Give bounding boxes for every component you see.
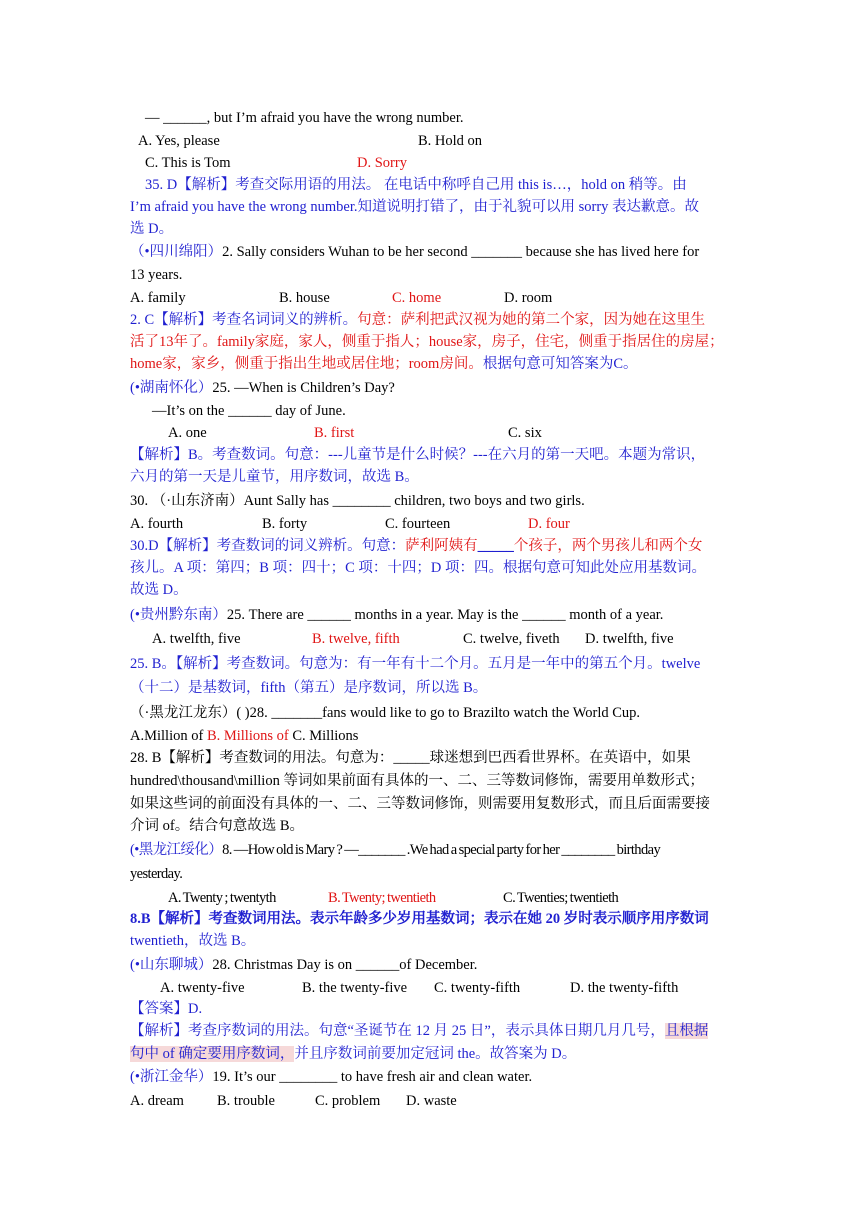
q25a-analysis-line1: 【解析】B。考查数词。句意：---儿童节是什么时候？---在六月的第一天吧。本题为常识， [130,447,706,463]
q30-option-b: B. forty [262,516,308,532]
q8-analysis-line1 [130,908,733,930]
q35-option-d-answer: D. Sorry [357,155,407,171]
q25b-option-b-answer: B. twelve, fifth [312,631,400,647]
q19-option-a: A. dream [130,1093,184,1109]
q30-analysis-red2: 个孩子，两个男孩儿和两个女 [513,538,703,554]
q30-analysis-blank: _____ [477,538,514,554]
q30-stem: 30. （·山东济南）Aunt Sally has ________ children, two boys and two girls. [130,493,585,509]
q28b-analysis-text2: 并且序数词前要加定冠词 the。故答案为 D。 [294,1046,577,1062]
q8-stem2: yesterday. [130,866,183,882]
q8-stem-line [130,839,733,861]
q8-source: (•黑龙江绥化） [130,842,223,858]
q8-analysis-text: 8.B【解析】考查数词用法。表示年龄多少岁用基数词；表示在她 20 岁时表示顺序用序数词 [130,911,709,927]
q2-stem2: 13 years. [130,267,183,283]
q35-analysis-line2: I’m afraid you have the wrong number.知道说明打错了，由于礼貌可以用 sorry 表达歉意。故 [130,199,700,215]
q28a-option-c: C. Millions [292,728,359,744]
q25b-option-c: C. twelve, fiveth [463,631,560,647]
q2-analysis-line3 [130,353,733,375]
q25b-source: (•贵州黔东南） [130,607,227,623]
q28b-option-b: B. the twenty-five [302,980,408,996]
q35-option-a: A. Yes, please [138,133,220,149]
q30-analysis-red: 萨利阿姨有 [405,538,478,554]
q35-stem: — ______, but I’m afraid you have the wrong number. [145,110,464,126]
q8-option-a: A. Twenty ; twentyth [168,890,276,906]
q25b-analysis-line2: （十二）是基数词，fifth（第五）是序数词，所以选 B。 [130,680,488,696]
q25a-option-a: A. one [168,425,207,441]
q2-analysis-line1 [130,309,733,331]
q25a-option-b-answer: B. first [314,425,355,441]
q28a-stem: （·黑龙江龙东）( )28. _______fans would like to go to Brazilto watch the World Cup. [130,705,641,721]
q19-stem: 19. It’s our ________ to have fresh air and clean water. [212,1069,533,1085]
q30-analysis-line3: 故选 D。 [130,582,188,598]
q30-analysis-line2: 孩儿。A 项：第四；B 项：四十；C 项：十四；D 项：四。根据句意可知此处应用基数词。 [130,560,706,576]
q30-analysis-prefix: 30.D【解析】考查数词的词义辨析。句意： [130,538,406,554]
q25b-option-a: A. twelfth, five [152,631,241,647]
q2-analysis-conclusion: 根据句意可知答案为C。 [482,356,638,372]
q2-option-c-answer: C. home [392,290,442,306]
q19-source: (•浙江金华） [130,1069,213,1085]
q2-stem-line [130,241,733,263]
q30-option-d-answer: D. four [528,516,570,532]
q25b-stem: 25. There are ______ months in a year. May is the ______ month of a year. [226,607,664,623]
q25a-source: (•湖南怀化） [130,380,213,396]
q28a-analysis-line1: 28. B【解析】考查数词的用法。句意为：_____球迷想到巴西看世界杯。在英语中，如果 [130,750,691,766]
q28b-analysis-highlight2: 句中 of 确定要用序数词， [130,1046,295,1062]
q25a-analysis-line2: 六月的第一天是儿童节，用序数词，故选 B。 [130,469,419,485]
q25b-stem-line [130,604,733,626]
q30-option-a: A. fourth [130,516,184,532]
q2-analysis-line2: 活了13年了。family家庭，家人，侧重于指人；house家，房子，住宅，侧重于指居住的房屋； [130,334,724,350]
q19-option-c: C. problem [315,1093,381,1109]
q2-option-b: B. house [279,290,330,306]
q2-analysis-prefix: 2. C【解析】考查名词词义的辨析。 [130,312,358,328]
q28b-source: (•山东聊城） [130,957,213,973]
q28a-analysis-line2: hundred\thousand\million 等词如果前面有具体的一、二、三等数词修饰，需要用单数形式； [130,773,704,789]
q2-analysis-red3: home家，家乡，侧重于指出生地或居住地；room房间。 [130,356,483,372]
q2-option-a: A. family [130,290,186,306]
q25a-stem2: —It’s on the ______ day of June. [152,403,346,419]
q2-option-d: D. room [504,290,553,306]
q2-source: （•四川绵阳） [130,244,223,260]
q28b-option-a: A. twenty-five [160,980,245,996]
q2-stem: 2. Sally considers Wuhan to be her second _______ because she has lived here for [222,244,700,260]
q35-option-c: C. This is Tom [145,155,231,171]
q25b-analysis-line1: 25. B。【解析】考查数词。句意为：有一年有十二个月。五月是一年中的第五个月。twelve [130,656,701,672]
q28a-option-b-answer: B. Millions of [206,728,289,744]
q35-analysis-line1: 35. D【解析】考查交际用语的用法。 在电话中称呼自己用 this is…，hold on 稍等。由 [145,177,687,193]
q25a-stem: 25. —When is Children’s Day? [212,380,395,396]
q28b-analysis-highlight1: 且根据 [664,1023,709,1039]
q19-option-b: B. trouble [217,1093,275,1109]
q28b-stem: 28. Christmas Day is on ______of December. [212,957,478,973]
q30-option-c: C. fourteen [385,516,451,532]
q8-option-b-answer: B. Twenty; twentieth [328,890,436,906]
q30-analysis-line1 [130,535,733,557]
q35-option-b: B. Hold on [418,133,483,149]
q25a-option-c: C. six [508,425,542,441]
q28a-option-a: A.Million of [130,728,204,744]
q25a-stem-line [130,377,733,399]
q28b-analysis-text1: 【解析】考查序数词的用法。句意“圣诞节在 12 月 25 日”，表示具体日期几月几号， [130,1023,665,1039]
q35-analysis-line3: 选 D。 [130,221,174,237]
q28b-answer: 【答案】D. [130,1001,203,1017]
q8-analysis-line2: twentieth，故选 B。 [130,933,256,949]
q28b-option-d: D. the twenty-fifth [570,980,679,996]
q28a-analysis-line3: 如果这些词的前面没有具体的一、二、三等数词修饰，则需要用复数形式，而且后面需要接 [130,796,710,812]
q28a-options [130,725,733,747]
q28b-analysis-line1 [130,1020,733,1042]
q19-stem-line [130,1066,733,1088]
q28b-analysis-line2 [130,1043,733,1065]
q28b-stem-line [130,954,733,976]
q8-stem: 8. —How old is Mary ? —_______ .We had a special party for her ________ birthday [222,842,661,858]
q28a-analysis-line4: 介词 of。结合句意故选 B。 [130,818,304,834]
q25b-option-d: D. twelfth, five [585,631,674,647]
q8-option-c: C. Twenties; twentieth [503,890,619,906]
q2-analysis-red1: 句意：萨利把武汉视为她的第二个家，因为她在这里生 [357,312,706,328]
q28b-option-c: C. twenty-fifth [434,980,521,996]
q19-option-d: D. waste [406,1093,457,1109]
